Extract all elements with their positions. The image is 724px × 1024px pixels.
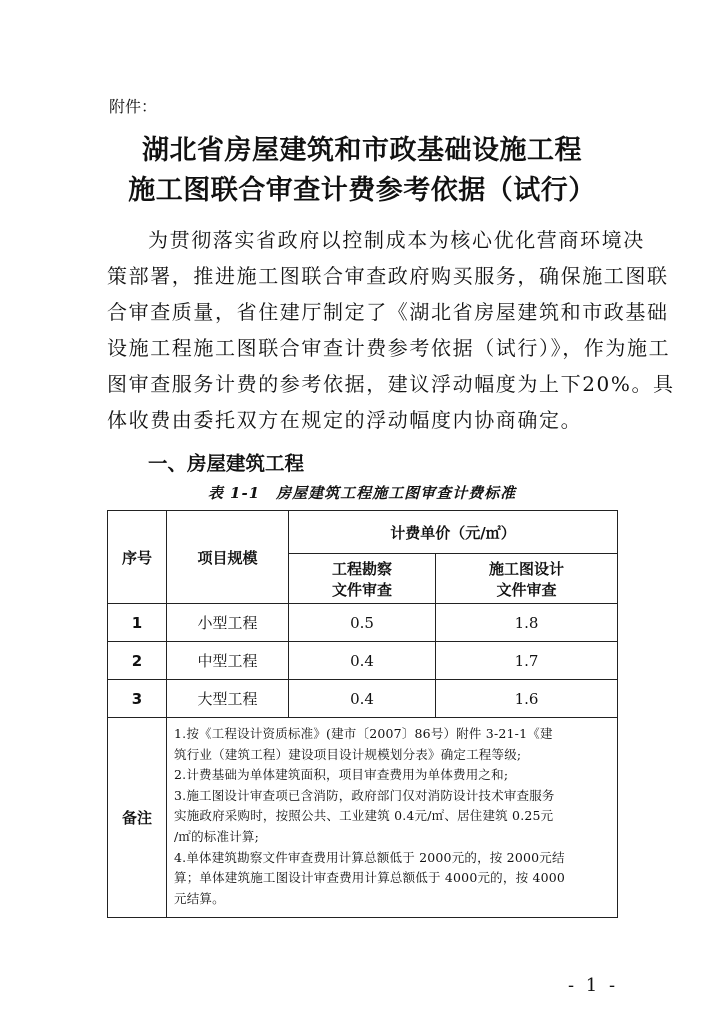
note-line: 2.计费基础为单体建筑面积，项目审查费用为单体费用之和; <box>174 767 509 783</box>
row-survey-price: 0.4 <box>289 642 436 680</box>
header-index: 序号 <box>108 511 167 604</box>
row-survey-price: 0.4 <box>289 680 436 718</box>
notes-row <box>108 718 618 918</box>
notes-label: 备注 <box>108 718 167 918</box>
note-line: /㎡的标准计算; <box>174 828 260 844</box>
row-index: 1 <box>108 604 167 642</box>
note-line: 4.单体建筑勘察文件审查费用计算总额低于 2000元的，按 2000元结 <box>174 849 565 865</box>
row-index: 3 <box>108 680 167 718</box>
header-unit-price: 计费单价（元/㎡） <box>289 511 618 554</box>
page-number: - 1 - <box>568 975 619 996</box>
note-line: 1.按《工程设计资质标准》(建市〔2007〕86号）附件 3-21-1《建 <box>174 726 553 741</box>
note-line: 元结算。 <box>174 890 225 906</box>
row-survey-price: 0.5 <box>289 604 436 642</box>
table-row <box>108 642 618 680</box>
intro-paragraph-line: 策部署，推进施工图联合审查政府购买服务，确保施工图联 <box>107 264 669 288</box>
table-row <box>108 604 618 642</box>
attachment-label: 附件： <box>109 97 158 116</box>
note-line: 算；单体建筑施工图设计审查费用计算总额低于 4000元的，按 4000 <box>174 870 566 886</box>
table-row <box>108 680 618 718</box>
row-design-price: 1.8 <box>436 604 618 642</box>
note-line: 实施政府采购时，按照公共、工业建筑 0.4元/㎡、居住建筑 0.25元 <box>174 808 554 824</box>
document-title-line-2: 施工图联合审查计费参考依据（试行） <box>128 175 596 206</box>
header-scale: 项目规模 <box>167 511 289 604</box>
header-survey-line-1: 工程勘察 <box>331 559 392 578</box>
intro-paragraph-line: 合审查质量，省住建厅制定了《湖北省房屋建筑和市政基础 <box>107 300 669 324</box>
row-index: 2 <box>108 642 167 680</box>
note-line: 筑行业（建筑工程）建设项目设计规模划分表》确定工程等级; <box>174 746 522 762</box>
section-heading: 一、房屋建筑工程 <box>148 452 305 475</box>
row-design-price: 1.7 <box>436 642 618 680</box>
header-survey-line-2: 文件审查 <box>331 580 392 599</box>
table-header-row <box>108 511 618 554</box>
header-survey-review <box>289 554 436 604</box>
intro-paragraph-line: 为贯彻落实省政府以控制成本为核心优化营商环境决 <box>148 228 645 252</box>
header-design-review <box>436 554 618 604</box>
table-caption: 表 1-1 房屋建筑工程施工图审查计费标准 <box>207 484 517 502</box>
row-scale: 中型工程 <box>167 642 289 680</box>
fee-table <box>107 510 618 918</box>
intro-paragraph-line: 设施工程施工图联合审查计费参考依据（试行）》，作为施工 <box>107 336 671 360</box>
row-scale: 大型工程 <box>167 680 289 718</box>
intro-paragraph-line: 图审查服务计费的参考依据，建议浮动幅度为上下20%。具 <box>107 372 675 396</box>
notes-content <box>167 718 618 918</box>
note-line: 3.施工图设计审查项已含消防，政府部门仅对消防设计技术审查服务 <box>174 787 555 803</box>
document-title-line-1: 湖北省房屋建筑和市政基础设施工程 <box>142 135 582 166</box>
intro-paragraph-line: 体收费由委托双方在规定的浮动幅度内协商确定。 <box>107 408 583 432</box>
row-design-price: 1.6 <box>436 680 618 718</box>
header-design-line-1: 施工图设计 <box>489 559 565 578</box>
header-design-line-2: 文件审查 <box>496 580 557 599</box>
row-scale: 小型工程 <box>167 604 289 642</box>
